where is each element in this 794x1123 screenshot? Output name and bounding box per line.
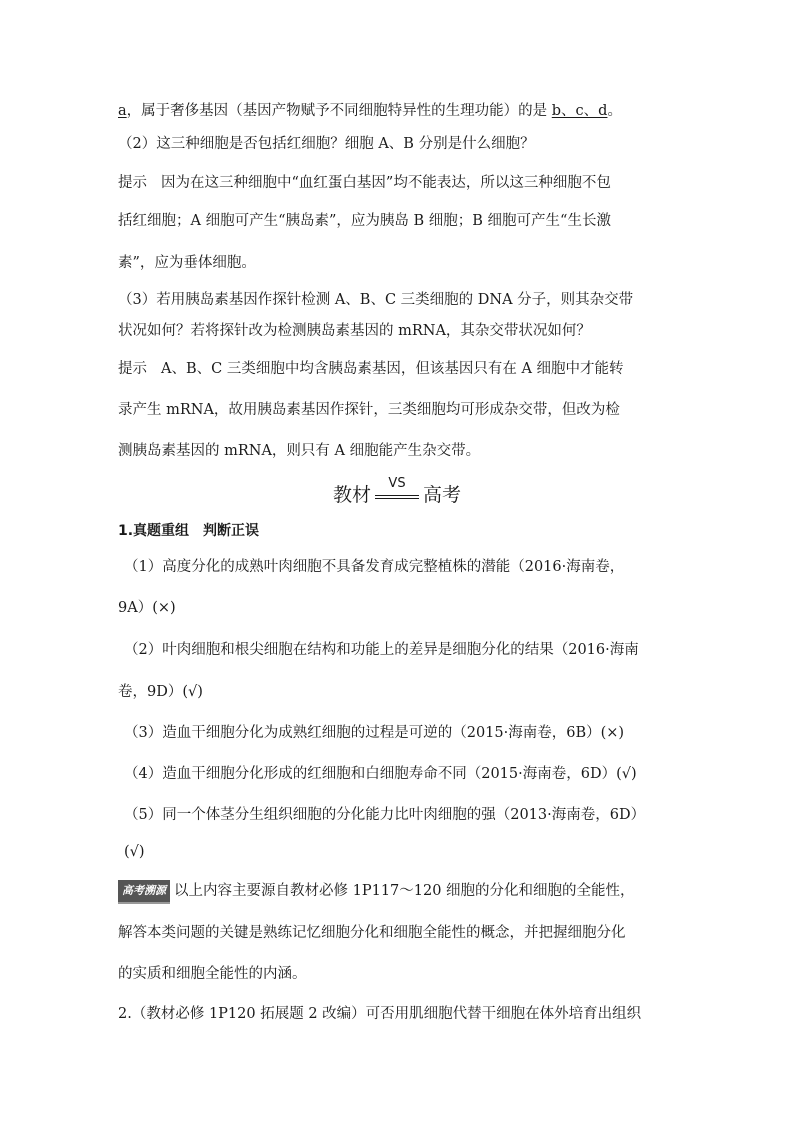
tip-2-line-2: 录产生 mRNA，故用胰岛素基因作探针，三类细胞均可形成杂交带，但改为检 (118, 402, 620, 418)
question-2: （2）这三种细胞是否包括红细胞？细胞 A、B 分别是什么细胞？ (118, 136, 535, 152)
exam-source-badge: 高考溯源 (118, 880, 170, 904)
answer-end: 。 (607, 103, 622, 119)
item-5-line-1: （5）同一个体茎分生组织细胞的分化能力比叶肉细胞的强（2013·海南卷，6D） (124, 807, 646, 823)
item-3: （3）造血干细胞分化为成熟红细胞的过程是可逆的（2015·海南卷，6B）(×) (124, 725, 625, 741)
question-3-line-2: 状况如何？若将探针改为检测胰岛素基因的 mRNA，其杂交带状况如何？ (118, 323, 591, 339)
tip-2-line-1 (118, 359, 624, 379)
item-1-line-2: 9A）(×) (118, 600, 176, 616)
vs-label: VS (388, 476, 406, 491)
item-1-line-1: （1）高度分化的成熟叶肉细胞不具备发育成完整植株的潜能（2016·海南卷， (124, 559, 625, 575)
tip-1-line-2: 括红细胞；A 细胞可产生“胰岛素”，应为胰岛 B 细胞；B 细胞可产生“生长激 (118, 213, 611, 229)
answer-line-1 (118, 101, 622, 121)
item-4: （4）造血干细胞分化形成的红细胞和白细胞寿命不同（2015·海南卷，6D）(√) (124, 766, 637, 782)
answer-bcd: b、c、d (551, 103, 608, 119)
item-5-line-2: (√) (124, 844, 145, 860)
item-2-line-1: （2）叶肉细胞和根尖细胞在结构和功能上的差异是细胞分化的结果（2016·海南 (124, 642, 639, 658)
tip-label: 提示 (118, 361, 147, 377)
source-line-1 (118, 880, 635, 904)
answer-a: a (118, 103, 127, 119)
section-2-line-1: 2.（教材必修 1P120 拓展题 2 改编）可否用肌细胞代替干细胞在体外培育出组织 (118, 1006, 642, 1022)
tip-2-line-3: 测胰岛素基因的 mRNA，则只有 A 细胞能产生杂交带。 (118, 443, 481, 459)
source-line-3: 的实质和细胞全能性的内涵。 (118, 966, 307, 982)
tip-1-line-3: 素”，应为垂体细胞。 (118, 255, 256, 271)
tip-label: 提示 (118, 175, 147, 191)
source-text-a: 以上内容主要源自教材必修 1P117～120 细胞的分化和细胞的全能性， (174, 883, 635, 899)
heading-right: 高考 (423, 483, 462, 506)
source-line-2: 解答本类问题的关键是熟练记忆细胞分化和细胞全能性的概念，并把握细胞分化 (118, 925, 626, 941)
section-1-title: 1.真题重组 判断正误 (118, 523, 260, 539)
question-3-line-1: （3）若用胰岛素基因作探针检测 A、B、C 三类细胞的 DNA 分子，则其杂交带 (118, 292, 634, 308)
tip-2-text-a: A、B、C 三类细胞中均含胰岛素基因，但该基因只有在 A 细胞中才能转 (161, 361, 624, 377)
tip-1-line-1 (118, 173, 611, 193)
vs-arrow (373, 478, 421, 508)
heading-left: 教材 (332, 483, 371, 506)
answer-text: ，属于奢侈基因（基因产物赋予不同细胞特异性的生理功能）的是 (126, 103, 552, 119)
item-2-line-2: 卷，9D）(√) (118, 684, 203, 700)
textbook-vs-exam-heading (0, 478, 794, 508)
tip-1-text-a: 因为在这三种细胞中“血红蛋白基因”均不能表达，所以这三种细胞不包 (161, 175, 611, 191)
